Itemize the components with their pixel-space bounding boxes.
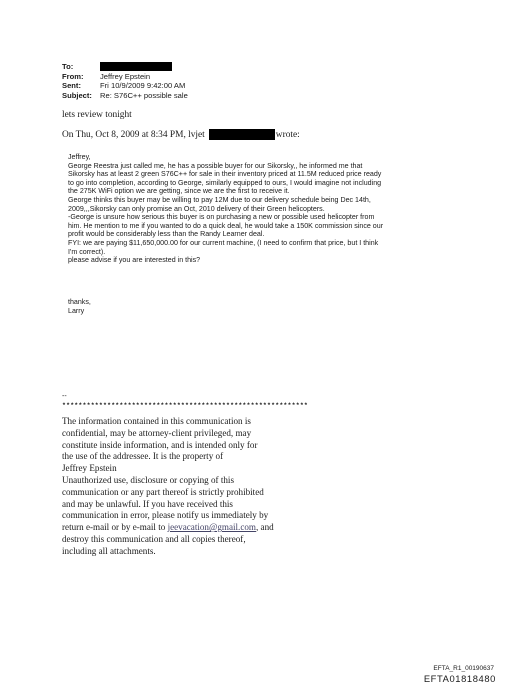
email-link[interactable]: jeevacation@gmail.com [167,522,256,533]
quote-intro-text: On Thu, Oct 8, 2009 at 8:34 PM, lvjet [62,129,205,140]
signature [68,298,91,315]
quote-intro [62,129,300,140]
header-subject-row [62,91,188,101]
quoted-message-body [68,153,478,265]
disclaimer-line: the use of the addressee. It is the property of [62,451,224,462]
body-line: George thinks this buyer may be willing to pay 12M due to our delivery schedule being Dec 14th, [68,195,371,204]
from-value: Jeffrey Epstein [100,71,151,81]
disclaimer-line: and may be unlawful. If you have received this [62,498,233,509]
body-line: him. He mention to me if you wanted to do a quick deal, he would take a 150K commission since our [68,221,384,230]
document-id-small: EFTA_R1_00190637 [433,665,494,672]
header-sent-row [62,81,188,91]
body-line: 2009,,,Sikorsky can only promise an Oct, 2010 delivery of their Green helicopters. [68,204,325,213]
body-line: George Reestra just called me, he has a possible buyer for our Sikorsky,, he informed me that [68,161,363,170]
subject-label: Subject: [62,90,92,100]
redaction-box [209,129,275,140]
disclaimer-email-suffix: , and [255,522,274,533]
disclaimer-line: confidential, may be attorney-client privileged, may [62,427,252,438]
disclaimer-line: communication in error, please notify us immediately by [62,510,269,521]
disclaimer-line: Unauthorized use, disclosure or copying of this [62,474,234,485]
quote-intro-wrote: wrote: [275,129,300,140]
disclaimer-line: communication or any part thereof is strictly prohibited [62,486,264,497]
separator-dashes: -- [62,393,67,400]
disclaimer-line: destroy this communication and all copies thereof, [62,533,246,544]
sent-value: Fri 10/9/2009 9:42:00 AM [100,81,186,91]
body-line: profit would be considerably less than the Randy Learner deal. [68,230,265,239]
disclaimer-email-line [62,522,274,534]
disclaimer-email-prefix: return e-mail or by e-mail to [62,522,168,533]
body-line: to go into completion, according to George, similarly equipped to ours, I would imagine not including [68,178,382,187]
header-to-row [62,62,188,72]
body-line: the 275K WiFi option we are getting, since we are the first to receive it. [68,187,290,196]
subject-value: Re: S76C++ possible sale [100,90,188,100]
from-label: From: [62,71,84,81]
disclaimer-line: Jeffrey Epstein [62,463,117,474]
email-header [62,62,188,100]
sent-label: Sent: [62,81,81,91]
body-line: Sikorsky has at least 2 green S76C++ for sale in their inventory priced at 11.5M reduced price ready [68,170,382,179]
header-from-row [62,72,188,82]
signature-closing: thanks, [68,298,91,306]
body-line: please advise if you are interested in this? [68,256,201,265]
disclaimer-line: The information contained in this communication is [62,416,251,426]
disclaimer-line: constitute inside information, and is intended only for [62,439,258,450]
body-line: Jeffrey, [68,153,91,161]
body-line: FYI: we are paying $11,650,000.00 for our current machine, (I need to confirm that price, but I think [68,238,379,247]
separator-stars: ************************************************************ [62,402,309,409]
body-line: I'm correct). [68,247,106,256]
disclaimer-line: including all attachments. [62,545,156,556]
redaction-box [100,62,172,71]
body-line: -George is unsure how serious this buyer is on purchasing a new or possible used helicopter from [68,213,375,222]
document-id-large: EFTA01818480 [423,673,496,684]
disclaimer [62,416,274,558]
to-label: To: [62,62,74,71]
reply-text: lets review tonight [62,110,132,120]
signature-name: Larry [68,306,85,315]
